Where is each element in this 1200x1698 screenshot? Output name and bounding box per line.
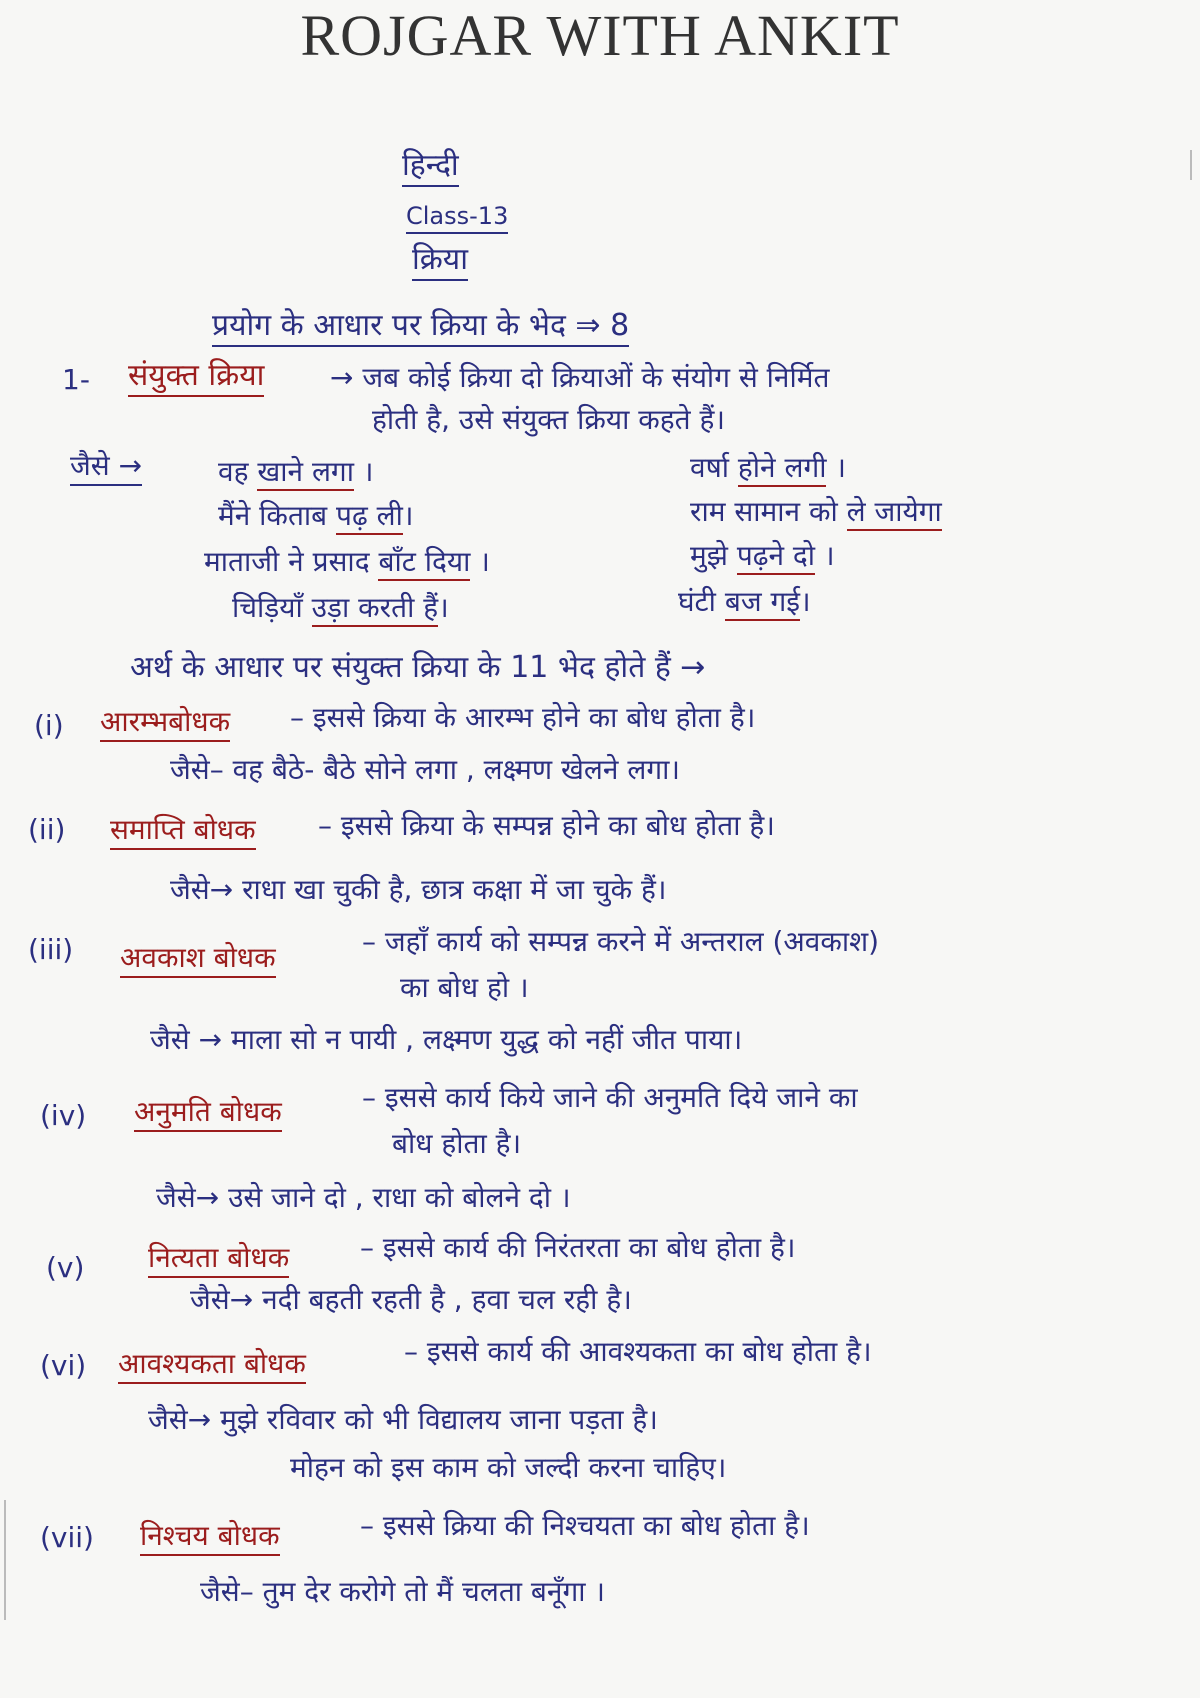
example-right-3: मुझे पढ़ने दो । — [690, 538, 835, 574]
type-4-term: अनुमति बोधक — [134, 1094, 282, 1130]
type-4-example: जैसे→ उसे जाने दो , राधा को बोलने दो । — [156, 1181, 571, 1214]
type-6-number: (vi) — [40, 1349, 87, 1382]
example-right-2: राम सामान को ले जायेगा — [690, 494, 942, 530]
example-right-1: वर्षा होने लगी । — [690, 450, 846, 486]
type-1-definition: – इससे क्रिया के आरम्भ होने का बोध होता है। — [290, 701, 756, 734]
type-6-example: जैसे→ मुझे रविवार को भी विद्यालय जाना पड़ता है। — [148, 1403, 658, 1436]
sanyukt-term: संयुक्त क्रिया — [128, 358, 264, 394]
topic-heading: क्रिया — [412, 242, 468, 278]
type-7-example: जैसे– तुम देर करोगे तो मैं चलता बनूँगा । — [200, 1575, 605, 1608]
artha-heading: अर्थ के आधार पर संयुक्त क्रिया के 11 भेद होते हैं → — [130, 650, 706, 685]
type-4-number: (iv) — [40, 1099, 87, 1132]
type-1-term: आरम्भबोधक — [100, 704, 230, 740]
type-3-example: जैसे → माला सो न पायी , लक्ष्मण युद्ध को नहीं जीत पाया। — [150, 1023, 743, 1056]
example-right-4: घंटी बज गई। — [678, 584, 811, 620]
type-1-number: (i) — [34, 709, 64, 742]
example-left-3: माताजी ने प्रसाद बाँट दिया । — [204, 544, 490, 580]
example-left-1: वह खाने लगा । — [218, 454, 373, 490]
type-2-term: समाप्ति बोधक — [110, 812, 256, 848]
page-title: ROJGAR WITH ANKIT — [300, 3, 900, 68]
type-6-example-2: मोहन को इस काम को जल्दी करना चाहिए। — [290, 1451, 727, 1484]
scan-edge-mark — [1190, 150, 1192, 180]
type-5-definition: – इससे कार्य की निरंतरता का बोध होता है। — [360, 1231, 796, 1264]
section-heading: प्रयोग के आधार पर क्रिया के भेद ⇒ 8 — [212, 308, 629, 344]
type-3-term: अवकाश बोधक — [120, 940, 276, 976]
type-4-definition-line1: – इससे कार्य किये जाने की अनुमति दिये जाने का — [362, 1081, 858, 1114]
type-2-number: (ii) — [28, 813, 66, 846]
type-3-definition-line2: का बोध हो । — [400, 971, 529, 1004]
type-6-definition: – इससे कार्य की आवश्यकता का बोध होता है। — [404, 1335, 872, 1368]
type-2-example: जैसे→ राधा खा चुकी है, छात्र कक्षा में जा चुके हैं। — [170, 873, 667, 906]
type-3-number: (iii) — [28, 933, 74, 966]
type-2-definition: – इससे क्रिया के सम्पन्न होने का बोध होता है। — [318, 809, 775, 842]
type-4-definition-line2: बोध होता है। — [392, 1127, 522, 1160]
type-7-term: निश्चय बोधक — [140, 1518, 280, 1554]
type-5-number: (v) — [46, 1251, 85, 1284]
sanyukt-definition-line1: → जब कोई क्रिया दो क्रियाओं के संयोग से निर्मित — [330, 361, 830, 394]
sanyukt-definition-line2: होती है, उसे संयुक्त क्रिया कहते हैं। — [372, 403, 725, 436]
type-5-term: नित्यता बोधक — [148, 1240, 289, 1276]
type-1-example: जैसे– वह बैठे- बैठे सोने लगा , लक्ष्मण खेलने लगा। — [170, 753, 680, 786]
type-7-number: (vii) — [40, 1521, 94, 1554]
subject-heading: हिन्दी — [402, 148, 459, 184]
type-6-term: आवश्यकता बोधक — [118, 1346, 306, 1382]
example-label: जैसे → — [70, 448, 142, 484]
scan-margin-mark — [4, 1500, 6, 1620]
sanyukt-number: 1- — [62, 363, 90, 396]
example-left-4: चिड़ियाँ उड़ा करती हैं। — [232, 590, 449, 626]
type-3-definition-line1: – जहाँ कार्य को सम्पन्न करने में अन्तराल (अवकाश) — [362, 925, 880, 958]
example-left-2: मैंने किताब पढ़ ली। — [218, 498, 413, 534]
type-5-example: जैसे→ नदी बहती रहती है , हवा चल रही है। — [190, 1283, 632, 1316]
type-7-definition: – इससे क्रिया की निश्चयता का बोध होता है। — [360, 1509, 810, 1542]
class-heading: Class-13 — [406, 198, 508, 234]
